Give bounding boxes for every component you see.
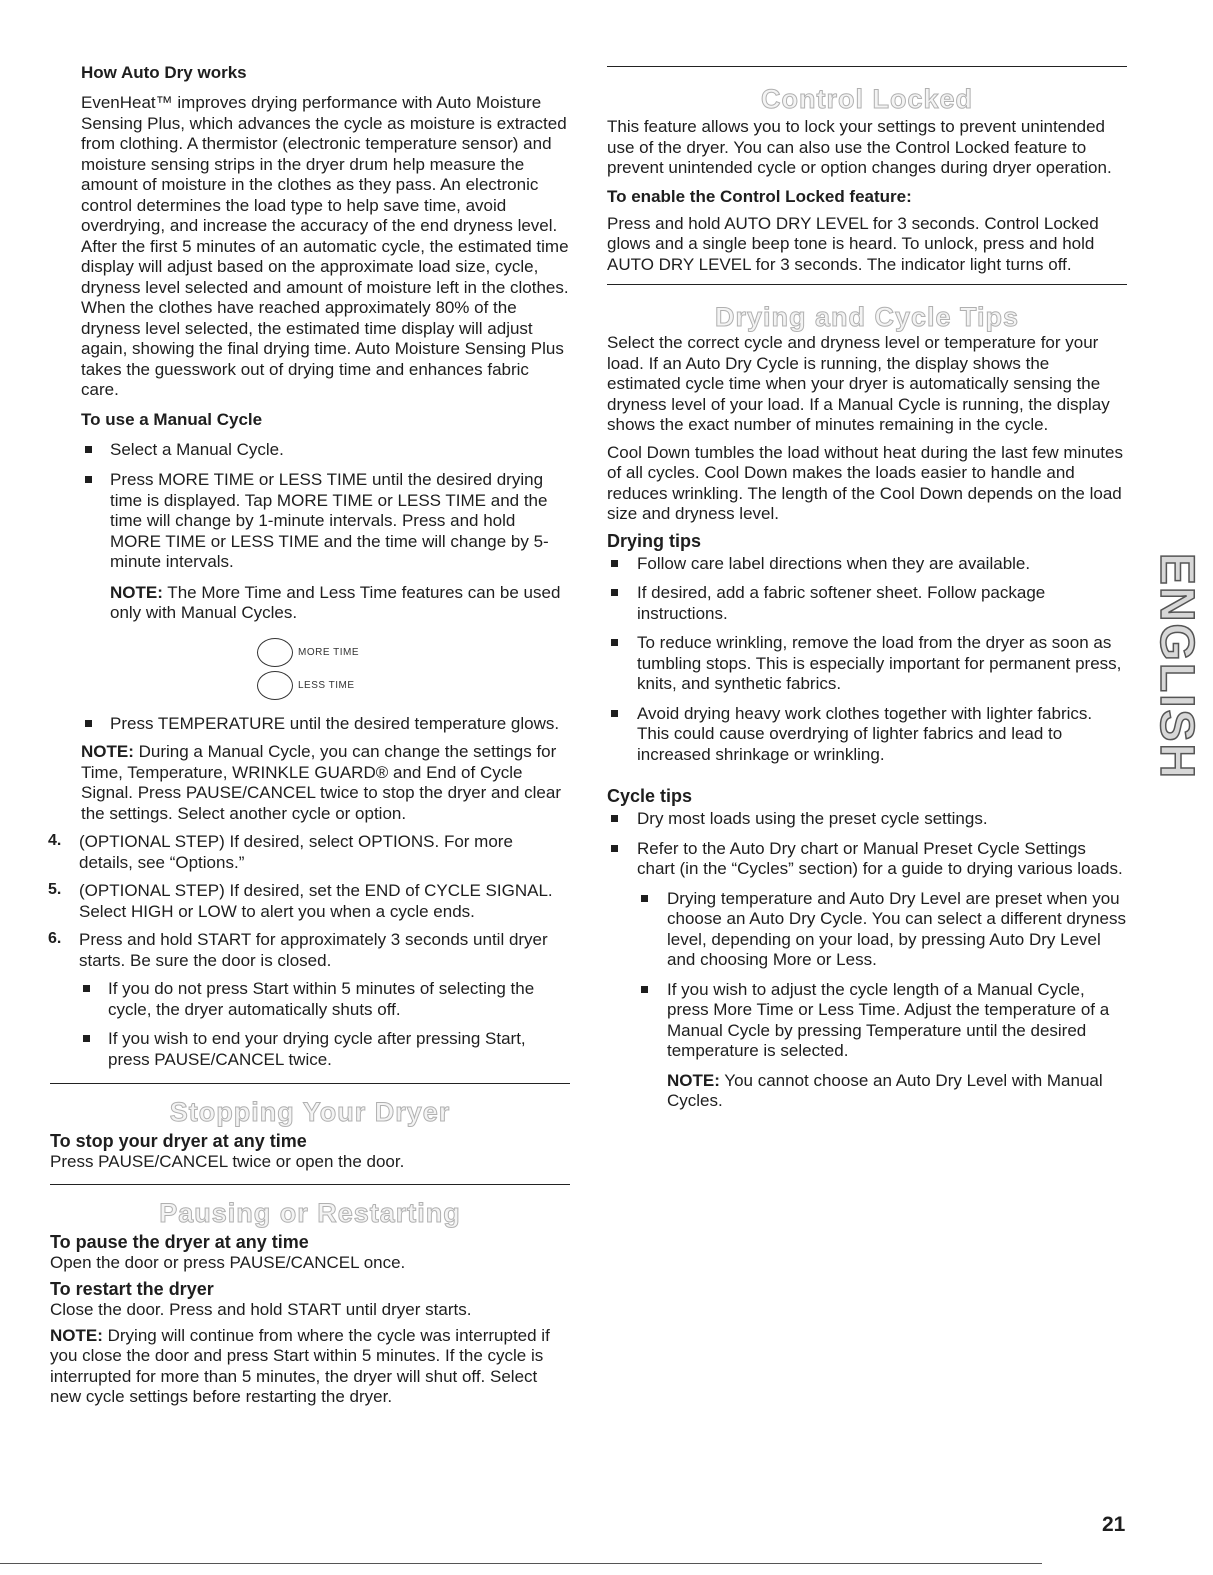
section-divider [607, 284, 1127, 285]
drying-tips-list [607, 554, 1127, 766]
list-item [81, 440, 570, 461]
auto-dry-body: EvenHeat™ improves drying performance with Auto Moisture Sensing Plus, which advances the cycle as moisture is extracted from clothing. A thermistor (electronic temperature sensor) and moisture sensing strips in the dryer drum help measure the amount of moisture in the clothes as they pass. An electronic control determines the load type to help save time, avoid overdrying, and increase the accuracy of the end dryness level. After the first 5 minutes of an automatic cycle, the estimated time display will adjust based on the approximate load size, cycle, dryness level selected and amount of moisture left in the clothes. When the clothes have reached approximately 80% of the dryness level selected, the estimated time display will adjust again, showing the final drying time. Auto Moisture Sensing Plus takes the guesswork out of drying time and enhances fabric care. [81, 93, 569, 399]
note-text: The More Time and Less Time features can be used only with Manual Cycles. [110, 582, 561, 622]
bullet-icon [85, 720, 92, 727]
control-locked-body: This feature allows you to lock your settings to prevent unintended use of the dryer. You can also use the Control Locked feature to prevent unintended cycle or option changes during dryer operation. [607, 117, 1112, 177]
note-manual-cycles [667, 1071, 1127, 1112]
bullet-icon [83, 1035, 90, 1042]
list-item [607, 809, 1127, 830]
note-manual-settings [81, 742, 570, 824]
right-column [607, 62, 1127, 1112]
language-side-tab [1150, 552, 1204, 780]
bullet-icon [85, 476, 92, 483]
button-circle-icon [257, 638, 293, 667]
cycle-tips-list [607, 809, 1127, 1112]
time-buttons-illustration [50, 638, 570, 700]
list-item [81, 714, 570, 735]
tips-banner: Drying and Cycle Tips [714, 302, 1020, 332]
list-item [79, 1029, 570, 1070]
stop-text: Press PAUSE/CANCEL twice or open the door. [50, 1152, 405, 1171]
step-6-bullet-2: If you wish to end your drying cycle after pressing Start, press PAUSE/CANCEL twice. [108, 1029, 526, 1069]
bullet-icon [611, 815, 618, 822]
list-item [637, 980, 1127, 1112]
cycle-sub-list [637, 889, 1127, 1112]
bullet-icon [83, 985, 90, 992]
list-item [607, 583, 1127, 624]
list-item [607, 839, 1127, 1112]
bullet-icon [611, 710, 618, 717]
stopping-banner: Stopping Your Dryer [169, 1097, 451, 1127]
drying-tip: Avoid drying heavy work clothes together with lighter fabrics. This could cause overdrying of lighter fabrics and lead to increased shrinkage or wrinkling. [637, 703, 1093, 764]
drying-tip: To reduce wrinkling, remove the load from the dryer as soon as tumbling stops. This is especially important for permanent press, knits, and synthetic fabrics. [637, 633, 1122, 693]
drying-tip: Follow care label directions when they are available. [637, 553, 1031, 573]
step-text: Press and hold START for approximately 3 seconds until dryer starts. Be sure the door is closed. [79, 930, 548, 970]
manual-bullet-1: Select a Manual Cycle. [110, 439, 284, 459]
restart-text: Close the door. Press and hold START until dryer starts. [50, 1300, 472, 1319]
more-time-label: MORE TIME [298, 646, 359, 658]
left-column [50, 62, 570, 1408]
list-item [637, 889, 1127, 971]
note-restart [50, 1326, 570, 1408]
section-divider [50, 1083, 570, 1084]
list-item [607, 633, 1127, 695]
bullet-icon [611, 845, 618, 852]
less-time-button [257, 671, 570, 700]
cycle-tips-heading: Cycle tips [607, 786, 693, 806]
enable-control-body: Press and hold AUTO DRY LEVEL for 3 seconds. Control Locked glows and a single beep tone is heard. To unlock, press and hold AUTO DRY LEVEL for 3 seconds. The indicator light turns off. [607, 213, 1099, 274]
note-text: You cannot choose an Auto Dry Level with Manual Cycles. [667, 1070, 1103, 1110]
cycle-sub-tip: Drying temperature and Auto Dry Level are preset when you choose an Auto Dry Cycle. You can select a different dryness level, depending on your load, by pressing Auto Dry Level and choosing More or Less. [667, 888, 1126, 969]
note-text: During a Manual Cycle, you can change the settings for Time, Temperature, WRINKLE GUARD® and End of Cycle Signal. Press PAUSE/CANCEL twice to stop the dryer and clear the settings. Select another cycle or option. [81, 742, 561, 823]
language-tab-label: ENGLISH [1150, 552, 1204, 780]
bullet-icon [611, 589, 618, 596]
list-item [607, 554, 1127, 575]
enable-control-heading: To enable the Control Locked feature: [607, 186, 912, 206]
pause-heading: To pause the dryer at any time [50, 1231, 309, 1252]
section-divider [50, 1184, 570, 1185]
note-label: NOTE: [667, 1070, 720, 1090]
bullet-icon [641, 895, 648, 902]
manual-cycle-list [81, 440, 570, 624]
note-label: NOTE: [50, 1325, 103, 1345]
less-time-label: LESS TIME [298, 679, 355, 691]
section-divider [607, 66, 1127, 67]
step-6 [50, 930, 570, 1070]
bullet-icon [85, 446, 92, 453]
list-item [607, 704, 1127, 766]
bottom-divider [0, 1563, 1042, 1564]
drying-tips-heading: Drying tips [607, 530, 702, 551]
step-number: 4. [48, 832, 62, 849]
step-text: (OPTIONAL STEP) If desired, set the END of CYCLE SIGNAL. Select HIGH or LOW to alert you when a cycle ends. [79, 881, 553, 921]
manual-cycle-heading: To use a Manual Cycle [81, 409, 263, 429]
note-label: NOTE: [110, 582, 163, 602]
temperature-list [81, 714, 570, 735]
page-number: 21 [1102, 1513, 1126, 1536]
tips-body-2: Cool Down tumbles the load without heat during the last few minutes of all cycles. Cool Down makes the loads easier to handle and reduces wrinkling. The length of the Cool Down depends on the load size and dryness level. [607, 442, 1123, 523]
step-text: (OPTIONAL STEP) If desired, select OPTIONS. For more details, see “Options.” [79, 832, 513, 872]
control-locked-banner: Control Locked [760, 84, 973, 114]
step-number: 5. [48, 881, 62, 898]
drying-tip: If desired, add a fabric softener sheet. Follow package instructions. [637, 583, 1046, 623]
step-5 [50, 881, 570, 922]
note-text: Drying will continue from where the cycle was interrupted if you close the door and press Start within 5 minutes. If the cycle is interrupted for more than 5 minutes, the dryer will shut off. Select new cycle settings before restarting the dryer. [50, 1325, 550, 1406]
bullet-icon [611, 560, 618, 567]
bullet-icon [641, 986, 648, 993]
more-time-button [257, 638, 570, 667]
tips-body-1: Select the correct cycle and dryness level or temperature for your load. If an Auto Dry Cycle is running, the display shows the estimated cycle time when your dryer is automatically sensing the dryness level of your load. If a Manual Cycle is running, the display shows the exact number of minutes remaining in the cycle. [607, 333, 1110, 434]
restart-heading: To restart the dryer [50, 1279, 214, 1299]
bullet-icon [611, 639, 618, 646]
list-item [81, 470, 570, 624]
step-number: 6. [48, 930, 62, 947]
cycle-sub-tip: If you wish to adjust the cycle length of a Manual Cycle, press More Time or Less Time. Adjust the temperature of a Manual Cycle by pressing Temperature until the desired temperature is selected. [667, 979, 1110, 1060]
note-more-less [110, 583, 570, 624]
button-circle-icon [257, 671, 293, 700]
steps-list [50, 832, 570, 1070]
pausing-banner: Pausing or Restarting [159, 1197, 461, 1228]
pause-text: Open the door or press PAUSE/CANCEL once. [50, 1252, 406, 1272]
note-label: NOTE: [81, 742, 134, 761]
manual-bullet-3: Press TEMPERATURE until the desired temperature glows. [110, 713, 560, 733]
auto-dry-heading: How Auto Dry works [81, 63, 247, 82]
cycle-tip: Dry most loads using the preset cycle settings. [637, 809, 988, 828]
manual-bullet-2: Press MORE TIME or LESS TIME until the desired drying time is displayed. Tap MORE TIME or LESS TIME and the time will change by 1-minute intervals. Press and hold MORE TIME or LESS TIME and the time will change by 5-minute intervals. [110, 470, 549, 571]
list-item [79, 979, 570, 1020]
stop-heading: To stop your dryer at any time [50, 1131, 307, 1151]
step-6-bullet-1: If you do not press Start within 5 minutes of selecting the cycle, the dryer automatically shuts off. [108, 979, 535, 1019]
step-6-list [79, 979, 570, 1070]
cycle-tip: Refer to the Auto Dry chart or Manual Preset Cycle Settings chart (in the “Cycles” section) for a guide to drying various loads. [637, 838, 1123, 878]
step-4 [50, 832, 570, 873]
